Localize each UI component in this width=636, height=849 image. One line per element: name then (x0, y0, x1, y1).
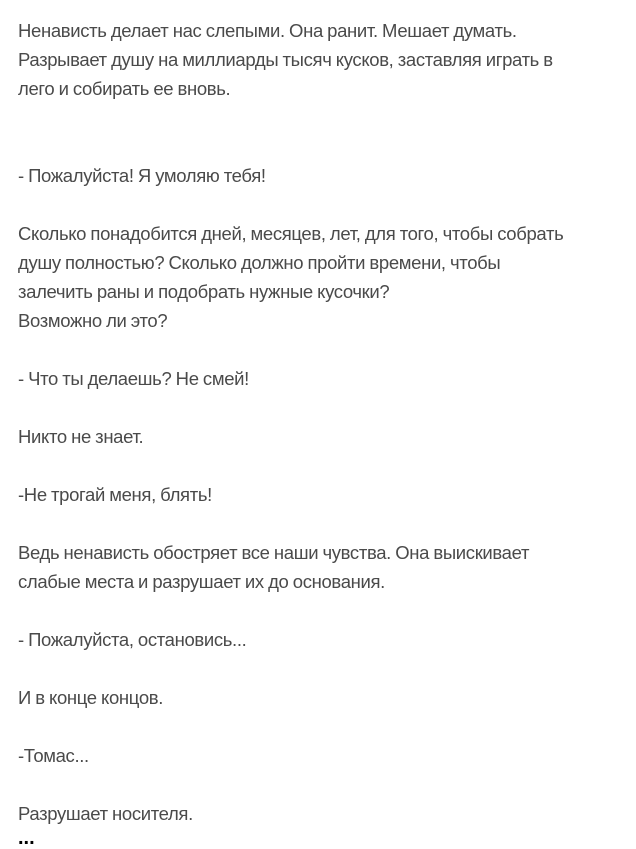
blank-space (18, 770, 634, 799)
dialogue-what-are-you-doing: - Что ты делаешь? Не смей! (18, 368, 249, 389)
paragraph-how-long: Сколько понадобится дней, месяцев, лет, для того, чтобы собрать душу полностью? Сколько должно пройти времени, чтобы залечить раны и подобрать нужные кусочки? Возможно ли это? (18, 223, 564, 331)
blank-space (18, 103, 634, 161)
blank-space (18, 712, 634, 741)
paragraph-in-the-end: И в конце концов. (18, 687, 164, 708)
closing-ellipsis: ... (18, 827, 35, 849)
dialogue-thomas: -Томас... (18, 745, 89, 766)
paragraph-nobody-knows: Никто не знает. (18, 426, 144, 447)
blank-space (18, 654, 634, 683)
dialogue-please-begging: - Пожалуйста! Я умоляю тебя! (18, 165, 266, 186)
dialogue-please-stop: - Пожалуйста, остановись... (18, 629, 247, 650)
document-body (18, 16, 634, 848)
paragraph-hatred-sharpens: Ведь ненависть обостряет все наши чувства. Она выискивает слабые места и разрушает их до основания. (18, 542, 530, 592)
paragraph-destroys-carrier: Разрушает носителя. (18, 803, 193, 824)
blank-space (18, 596, 634, 625)
paragraph-hatred-blinds: Ненависть делает нас слепыми. Она ранит. Мешает думать. Разрывает душу на миллиарды тысяч кусков, заставляя играть в лего и собирать ее вновь. (18, 20, 553, 99)
blank-space (18, 393, 634, 422)
blank-space (18, 190, 634, 219)
blank-space (18, 509, 634, 538)
dialogue-dont-touch-me: -Не трогай меня, блять! (18, 484, 212, 505)
blank-space (18, 335, 634, 364)
blank-space (18, 451, 634, 480)
